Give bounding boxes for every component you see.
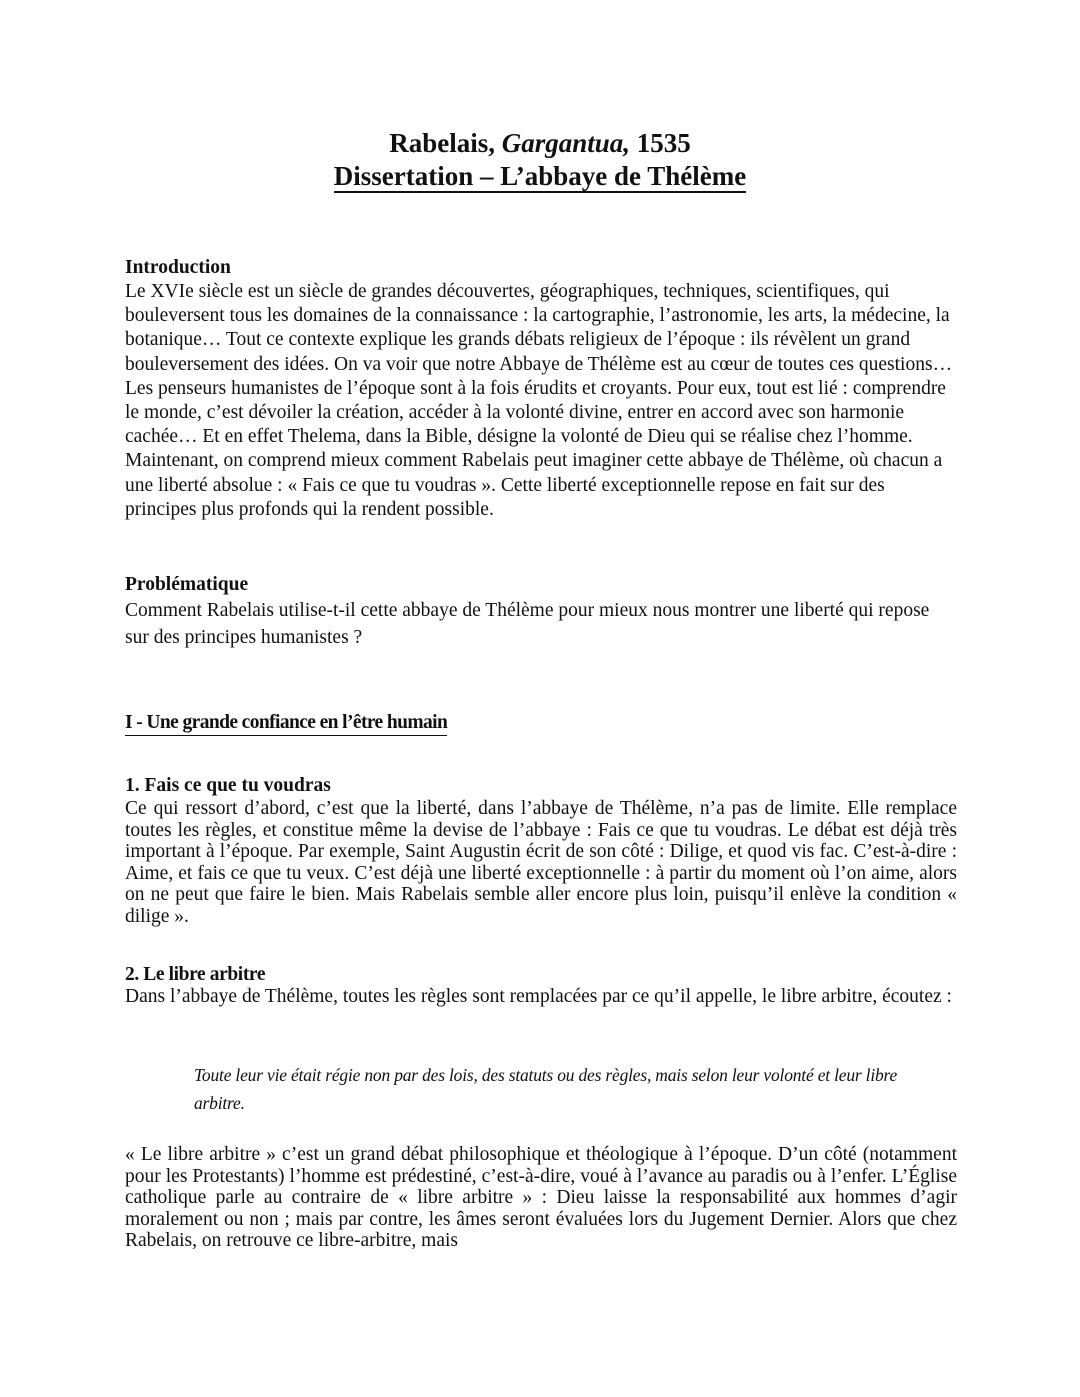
part1-title-block bbox=[125, 711, 957, 736]
subsection-2-continued bbox=[125, 1144, 957, 1252]
problematique-section bbox=[125, 573, 957, 651]
subsection-1 bbox=[125, 774, 957, 927]
problematique-heading: Problématique bbox=[125, 574, 249, 595]
subsection-1-heading: 1. Fais ce que tu voudras bbox=[125, 775, 331, 796]
title-year: 1535 bbox=[630, 128, 691, 158]
subsection-2-heading: 2. Le libre arbitre bbox=[125, 964, 266, 985]
document-title bbox=[0, 126, 1080, 160]
introduction-section bbox=[125, 256, 957, 522]
quote-block: Toute leur vie était régie non par des lois, des statuts ou des règles, mais selon leur volonté et leur libre arbitre. bbox=[194, 1065, 898, 1113]
title-work: Gargantua, bbox=[501, 128, 631, 158]
introduction-heading: Introduction bbox=[125, 257, 231, 278]
subsection-1-text: Ce qui ressort d’abord, c’est que la liberté, dans l’abbaye de Thélème, n’a pas de limite. Elle remplace toutes les règles, et constitue même la devise de l’abbaye : Fais ce que tu voudras. Le débat est déjà très important à l’époque. Par exemple, Saint Augustin écrit de son côté : Dilige, et quod vis fac. C’est-à-dire : Aime, et fais ce que tu veux. C’est déjà une liberté exceptionnelle : à partir du moment où l’on aime, alors on ne peut que faire le bien. Mais Rabelais semble aller encore plus loin, puisqu’il enlève la condition « dilige ». bbox=[125, 798, 957, 927]
introduction-text: Le XVIe siècle est un siècle de grandes découvertes, géographiques, techniques, scientifiques, qui bouleversent tous les domaines de la connaissance : la cartographie, l’astronomie, les arts, la médecine, la botanique… Tout ce contexte explique les grands débats religieux de l’époque : ils révèlent un grand bouleversement des idées. On va voir que notre Abbaye de Thélème est au cœur de toutes ces questions… Les penseurs humanistes de l’époque sont à la fois érudits et croyants. Pour eux, tout est lié : comprendre le monde, c’est dévoiler la création, accéder à la volonté divine, entrer en accord avec son harmonie cachée… Et en effet Thelema, dans la Bible, désigne la volonté de Dieu qui se réalise chez l’homme. Maintenant, on comprend mieux comment Rabelais peut imaginer cette abbaye de Thélème, où chacun a une liberté absolue : « Fais ce que tu voudras ». Cette liberté exceptionnelle repose en fait sur des principes plus profonds qui la rendent possible. bbox=[125, 281, 953, 520]
document-header bbox=[0, 126, 1080, 193]
part1-title: I - Une grande confiance en l’être humain bbox=[125, 711, 447, 736]
subsection-2 bbox=[125, 964, 957, 1008]
subsection-2-text-after: « Le libre arbitre » c’est un grand débat philosophique et théologique à l’époque. D’un côté (notamment pour les Protestants) l’homme est prédestiné, c’est-à-dire, voué à l’avance au paradis ou à l’enfer. L’Église catholique parle au contraire de « libre arbitre » : Dieu laisse la responsabilité aux hommes d’agir moralement ou non ; mais par contre, les âmes seront évaluées lors du Jugement Dernier. Alors que chez Rabelais, on retrouve ce libre-arbitre, mais bbox=[125, 1144, 957, 1251]
problematique-text: Comment Rabelais utilise-t-il cette abbaye de Thélème pour mieux nous montrer une liberté qui repose sur des principes humanistes ? bbox=[125, 600, 930, 648]
title-author: Rabelais, bbox=[389, 128, 502, 158]
document-subtitle: Dissertation – L’abbaye de Thélème bbox=[333, 161, 747, 191]
subsection-2-text: Dans l’abbaye de Thélème, toutes les règles sont remplacées par ce qu’il appelle, le libre arbitre, écoutez : bbox=[125, 986, 952, 1007]
